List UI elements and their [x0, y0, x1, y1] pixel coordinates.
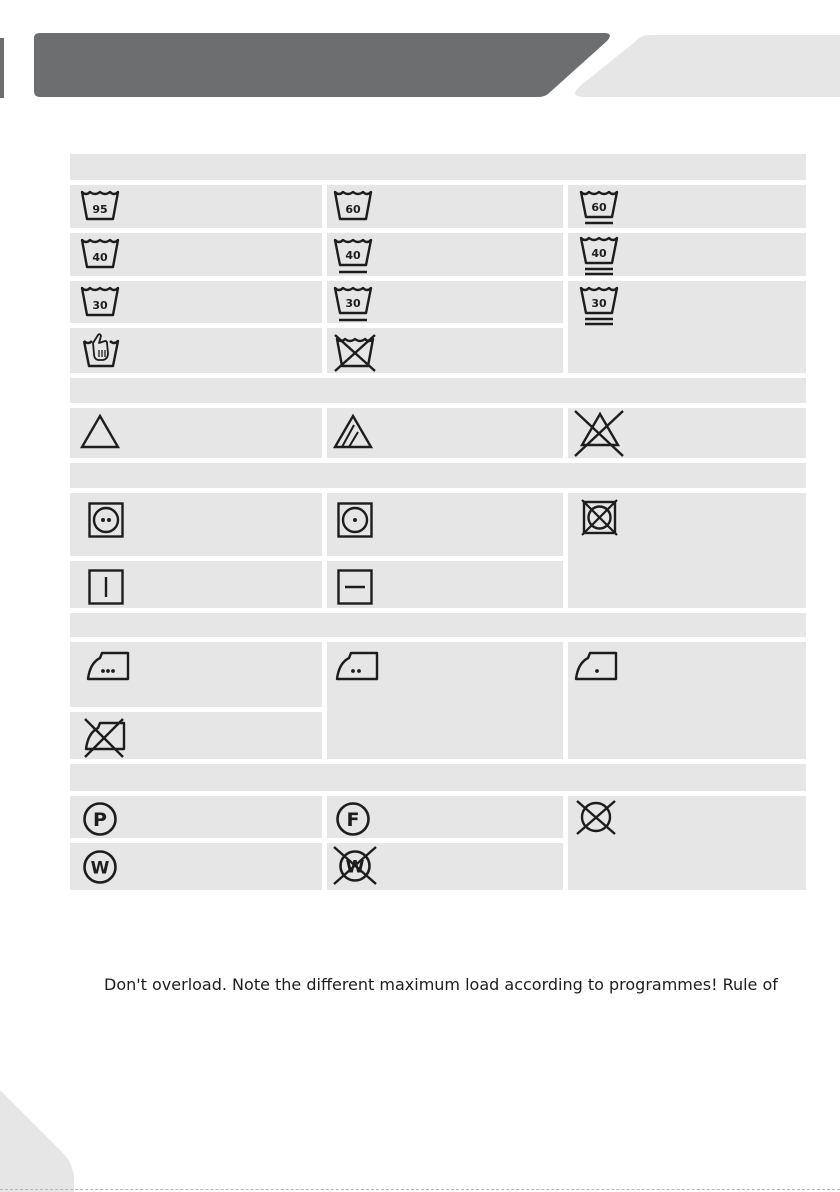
dry-clean-f-icon: [335, 801, 375, 841]
wash-30-mild-icon: [334, 286, 374, 326]
do-not-wash-icon: [333, 333, 377, 373]
svg-text:95: 95: [92, 203, 108, 216]
svg-text:40: 40: [92, 251, 108, 264]
svg-text:W: W: [345, 857, 365, 878]
svg-text:40: 40: [591, 247, 607, 260]
svg-text:F: F: [346, 809, 360, 831]
wash-30-icon: [81, 286, 121, 320]
bleaching-section-header: [70, 378, 806, 403]
header-tab: [575, 35, 840, 97]
ironing-section-header: [70, 613, 806, 637]
do-not-wet-clean-icon: [332, 844, 380, 888]
page-header: [0, 0, 840, 110]
iron-high-icon: [86, 649, 132, 683]
load-note-text: Don't overload. Note the different maximum load according to programmes! Rule of: [104, 975, 778, 994]
dry-flat-icon: [337, 569, 377, 609]
wash-40-very-mild-icon: [580, 236, 620, 278]
professional-cleaning-section-header: [70, 764, 806, 791]
svg-text:60: 60: [591, 201, 607, 214]
washing-section-header: [70, 154, 806, 180]
do-not-tumble-dry-icon: [581, 499, 621, 539]
wash-95-icon: [81, 190, 121, 224]
do-not-bleach-icon: [573, 408, 627, 460]
wash-60-very-mild-icon: [580, 190, 620, 232]
wet-clean-icon: [82, 849, 122, 889]
svg-text:30: 30: [591, 297, 607, 310]
left-edge-mark: [0, 38, 4, 98]
drying-section-header: [70, 463, 806, 488]
svg-text:40: 40: [345, 249, 361, 262]
tumble-dry-normal-icon: [88, 502, 128, 542]
wash-40-mild-icon: [334, 238, 374, 278]
do-not-iron-icon: [83, 715, 129, 759]
wash-40-icon: [81, 238, 121, 272]
svg-text:60: 60: [345, 203, 361, 216]
page-corner-tab: [0, 1080, 80, 1192]
svg-text:P: P: [93, 809, 107, 831]
svg-text:W: W: [90, 858, 110, 879]
dry-clean-p-icon: [82, 801, 122, 841]
oxygen-bleach-only-icon: [334, 414, 374, 450]
do-not-dry-clean-icon: [575, 800, 619, 840]
header-bar: [34, 33, 610, 97]
wash-60-icon: [334, 190, 374, 224]
hand-wash-icon: [83, 333, 123, 369]
iron-low-icon: [574, 649, 620, 683]
bottom-cut-line: [0, 1189, 840, 1190]
bleach-allowed-icon: [81, 414, 121, 450]
svg-text:30: 30: [92, 299, 108, 312]
line-dry-icon: [88, 569, 128, 609]
tumble-dry-low-icon: [337, 502, 377, 542]
iron-medium-icon: [335, 649, 381, 683]
wash-30-very-mild-icon: [580, 286, 620, 330]
svg-text:30: 30: [345, 297, 361, 310]
